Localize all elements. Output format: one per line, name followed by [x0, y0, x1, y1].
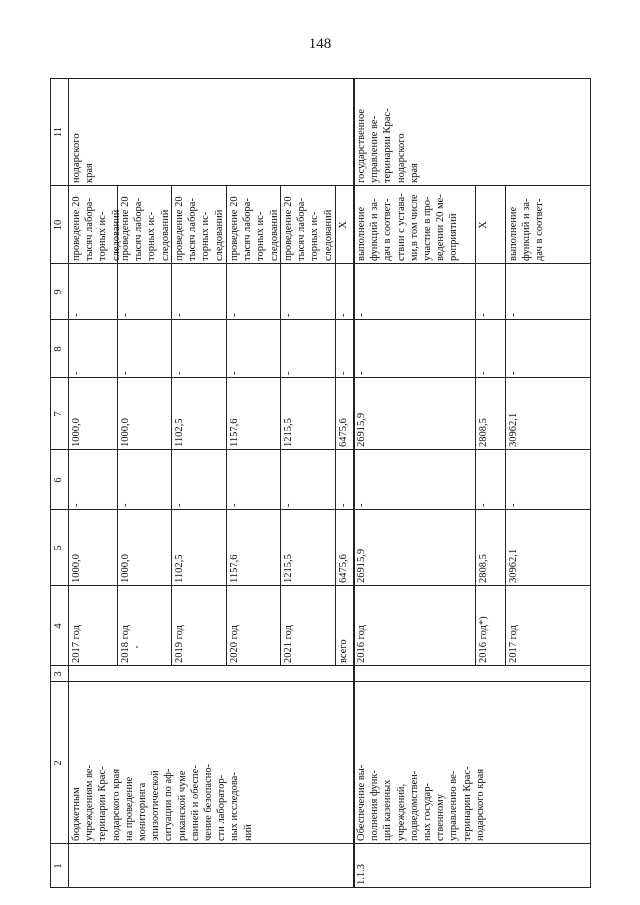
value-cell: - — [478, 313, 489, 317]
value-cell: - — [338, 503, 349, 507]
result-cell: выполнение функций и за- дач в соответ- — [508, 198, 546, 261]
column-rule-9 — [50, 319, 591, 320]
row-rule — [335, 185, 336, 666]
regional-amount-cell: 6475,6 — [338, 418, 349, 447]
result-cell: проведение 20 тысяч лабора- торных ис- следований — [71, 196, 122, 261]
year-cell: 2021 год — [283, 625, 294, 663]
total-amount-cell: 1000,0 — [120, 554, 131, 583]
value-cell: - — [174, 503, 185, 507]
column-rule-4 — [50, 665, 591, 666]
table-border-bottom — [590, 78, 591, 888]
value-cell: - — [229, 371, 240, 375]
column-rule-7 — [50, 449, 591, 450]
regional-amount-cell: 1157,6 — [229, 418, 240, 447]
total-amount-cell: 6475,6 — [338, 554, 349, 583]
column-header-1: 1 — [53, 863, 64, 869]
total-amount-cell: 1102,5 — [174, 554, 185, 583]
value-cell: - — [356, 503, 367, 507]
header-rule — [68, 78, 69, 888]
year-cell: 2018 год — [120, 625, 131, 663]
year-cell: 2016 год — [356, 625, 367, 663]
program-table — [50, 78, 590, 888]
value-cell: - — [71, 313, 82, 317]
regional-amount-cell: 26915,9 — [356, 412, 367, 447]
regional-amount-cell: 30962,1 — [508, 412, 519, 447]
value-cell: - — [174, 313, 185, 317]
row-rule — [505, 185, 506, 666]
regional-amount-cell: 1215,5 — [283, 418, 294, 447]
regional-amount-cell: 1000,0 — [71, 418, 82, 447]
column-rule-2 — [50, 843, 591, 844]
value-cell: - — [338, 371, 349, 375]
regional-amount-cell: 1000,0 — [120, 418, 131, 447]
item-description: Обеспечение вы- полнения функ- ций казенных учреждений, подведомствен- ных государ- ственному управлению ве- теринарии Крас- нодарского края — [356, 764, 486, 841]
result-cell: X — [478, 221, 489, 229]
value-cell: - — [71, 371, 82, 375]
column-rule-11 — [50, 185, 591, 186]
value-cell: - — [283, 313, 294, 317]
value-cell: - — [338, 313, 349, 317]
year-cell: 2019 год — [174, 625, 185, 663]
year-cell: 2017 год — [508, 625, 519, 663]
total-amount-cell: 2808,5 — [478, 554, 489, 583]
column-header-10: 10 — [53, 219, 64, 231]
row-rule — [475, 185, 476, 666]
year-cell: 2020 год — [229, 625, 240, 663]
year-cell: всего — [338, 639, 349, 663]
column-header-11: 11 — [53, 126, 64, 138]
column-header-2: 2 — [53, 760, 64, 766]
value-cell: - — [229, 313, 240, 317]
value-cell: - — [120, 313, 131, 317]
value-cell: - — [120, 503, 131, 507]
table-border-left — [50, 887, 591, 888]
value-cell: - — [508, 503, 519, 507]
column-rule-5 — [50, 585, 591, 586]
executor-cell: нодарского края — [71, 133, 96, 183]
result-cell: проведение 20 тысяч лабора- торных ис- следований — [229, 196, 280, 261]
result-cell: проведение 20 тысяч лабора- торных ис- следований — [174, 196, 225, 261]
regional-amount-cell: 2808,5 — [478, 418, 489, 447]
total-amount-cell: 1215,5 — [283, 554, 294, 583]
column-rule-10 — [50, 263, 591, 264]
result-cell: выполнение функций и за- дач в соответ- ствии с устава- ми,в том числе участие в про- ведении 20 ме- роприятий — [356, 193, 460, 261]
value-cell: - — [478, 503, 489, 507]
item-description: бюджетным учреждениям ве- теринарии Крас- нодарского края на проведение мониторинга эпизоотической ситуации по аф- риканской чуме свиней и обеспе- чение безопасно- сти лаборатор- ных исследова- ний — [71, 763, 254, 841]
executor-cell: государственное управление ве- теринарии Крас- нодарского края — [356, 108, 420, 183]
regional-amount-cell: 1102,5 — [174, 418, 185, 447]
table-border-top — [50, 78, 51, 888]
year-cell: 2016 год*) — [478, 616, 489, 663]
value-cell: - — [229, 503, 240, 507]
total-amount-cell: 30962,1 — [508, 548, 519, 583]
table-border-right — [50, 78, 591, 79]
column-header-6: 6 — [53, 477, 64, 483]
value-cell: - — [120, 371, 131, 375]
column-rule-8 — [50, 377, 591, 378]
item-number: 1.1.3 — [356, 864, 367, 885]
value-cell: - — [283, 503, 294, 507]
column-header-9: 9 — [53, 289, 64, 295]
value-cell: - — [71, 503, 82, 507]
column-header-4: 4 — [53, 623, 64, 629]
column-rule-6 — [50, 509, 591, 510]
value-cell: - — [508, 313, 519, 317]
row-rule — [226, 185, 227, 666]
total-amount-cell: 1000,0 — [71, 554, 82, 583]
value-cell: - — [283, 371, 294, 375]
page-number: 148 — [308, 36, 332, 52]
column-header-7: 7 — [53, 411, 64, 417]
column-rule-3 — [50, 681, 591, 682]
value-cell: - — [174, 371, 185, 375]
value-cell: - — [356, 313, 367, 317]
value-cell: - — [478, 371, 489, 375]
result-cell: проведение 20 тысяч лабора- торных ис- следований — [283, 196, 334, 261]
value-cell: - — [508, 371, 519, 375]
total-amount-cell: 26915,9 — [356, 548, 367, 583]
column-header-8: 8 — [53, 346, 64, 352]
column-header-3: 3 — [53, 671, 64, 677]
year-cell: 2017 год — [71, 625, 82, 663]
result-cell: проведение 20 тысяч лабора- торных ис- следований — [120, 196, 171, 261]
total-amount-cell: 1157,6 — [229, 554, 240, 583]
result-cell: X — [338, 221, 349, 229]
value-cell: - — [356, 371, 367, 375]
column-header-5: 5 — [53, 545, 64, 551]
